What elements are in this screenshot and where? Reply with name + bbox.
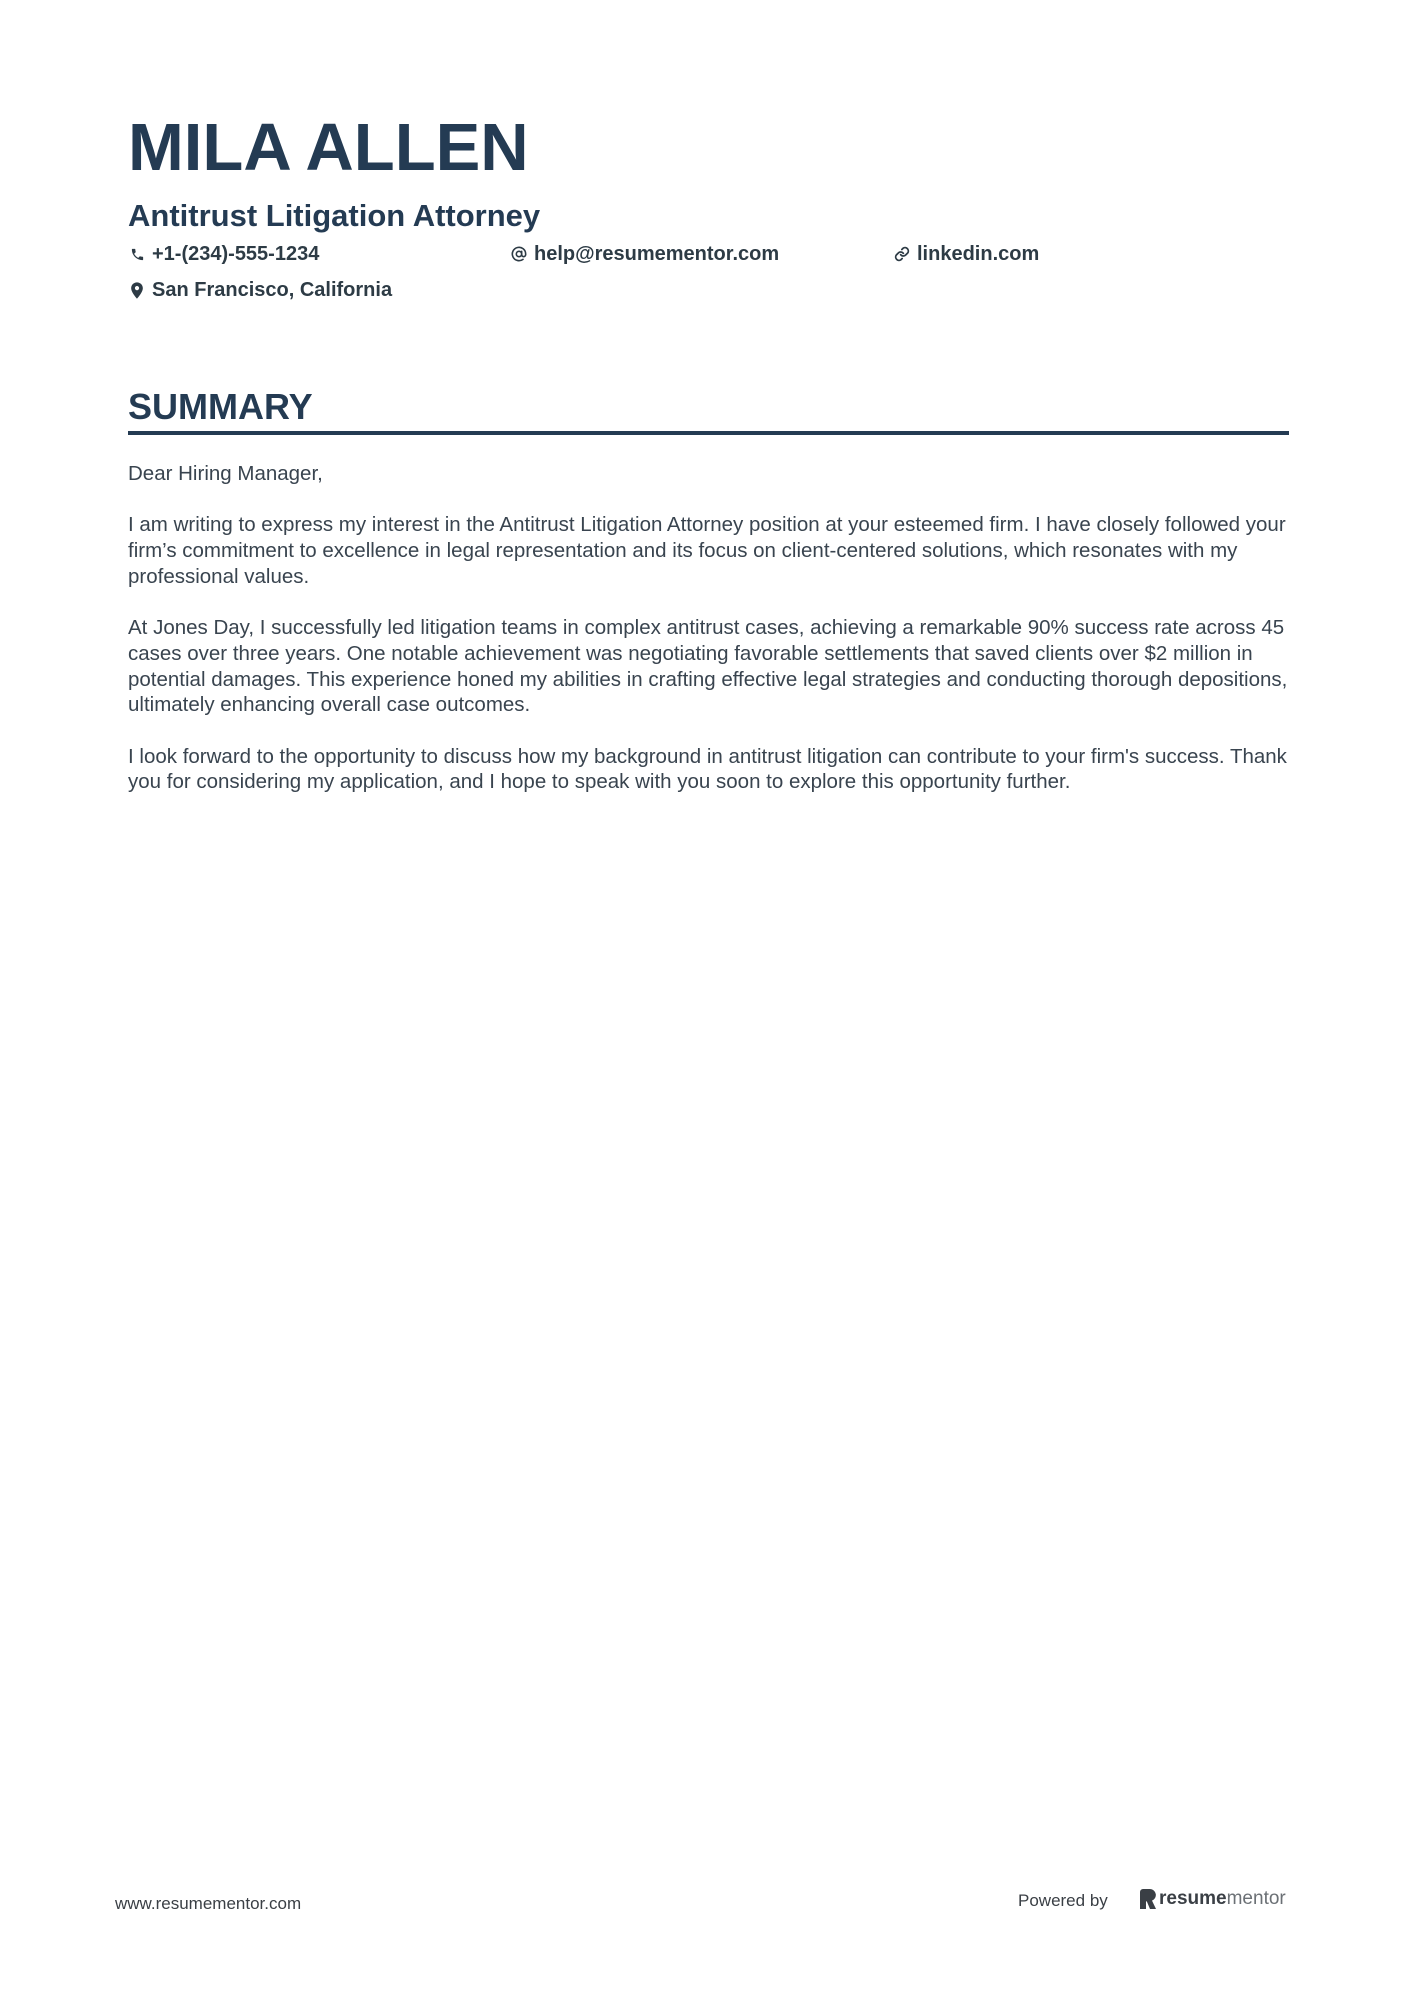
contact-location <box>128 276 392 304</box>
contact-phone <box>128 240 319 268</box>
location-text: San Francisco, California <box>152 279 393 301</box>
candidate-name: MILA ALLEN <box>128 110 529 185</box>
resumementor-logo-icon <box>1140 1889 1156 1909</box>
website-text[interactable]: linkedin.com <box>917 243 1040 265</box>
letter-paragraph: I am writing to express my interest in the Antitrust Litigation Attorney position at your esteemed firm. I have closely followed your firm’s commitment to excellence in legal representation and its focus on client-centered solutions, which resonates with my professional values. <box>128 513 1286 588</box>
phone-icon <box>128 245 146 263</box>
letter-body <box>128 461 1289 795</box>
powered-by-label: Powered by <box>1018 1891 1108 1910</box>
brand-name-part1: resume <box>1159 1888 1227 1909</box>
footer-url[interactable]: www.resumementor.com <box>115 1894 302 1913</box>
phone-text: +1-(234)-555-1234 <box>152 243 320 265</box>
email-text[interactable]: help@resumementor.com <box>534 243 780 265</box>
brand-logo[interactable] <box>1140 1888 1286 1910</box>
letter-paragraph: At Jones Day, I successfully led litigation teams in complex antitrust cases, achieving a remarkable 90% success rate across 45 cases over three years. One notable achievement was negotiating favorable settlements that saved clients over $2 million in potential damages. This experience honed my abilities in crafting effective legal strategies and conducting thorough depositions, ultimately enhancing overall case outcomes. <box>128 616 1288 717</box>
at-sign-icon <box>510 245 528 263</box>
salutation: Dear Hiring Manager, <box>128 462 323 485</box>
section-divider <box>128 431 1289 435</box>
brand-name-part2: mentor <box>1226 1888 1286 1909</box>
job-title: Antitrust Litigation Attorney <box>128 198 541 233</box>
header <box>128 108 1288 236</box>
contact-email[interactable] <box>510 240 779 268</box>
map-pin-icon <box>128 281 146 299</box>
summary-section <box>128 385 1289 821</box>
link-icon <box>893 245 911 263</box>
section-title: SUMMARY <box>128 386 313 427</box>
letter-paragraph: I look forward to the opportunity to discuss how my background in antitrust litigation can contribute to your firm's success. Thank you for considering my application, and I hope to speak with you soon to explore this opportunity further. <box>128 744 1287 794</box>
contact-website[interactable] <box>893 240 1039 268</box>
